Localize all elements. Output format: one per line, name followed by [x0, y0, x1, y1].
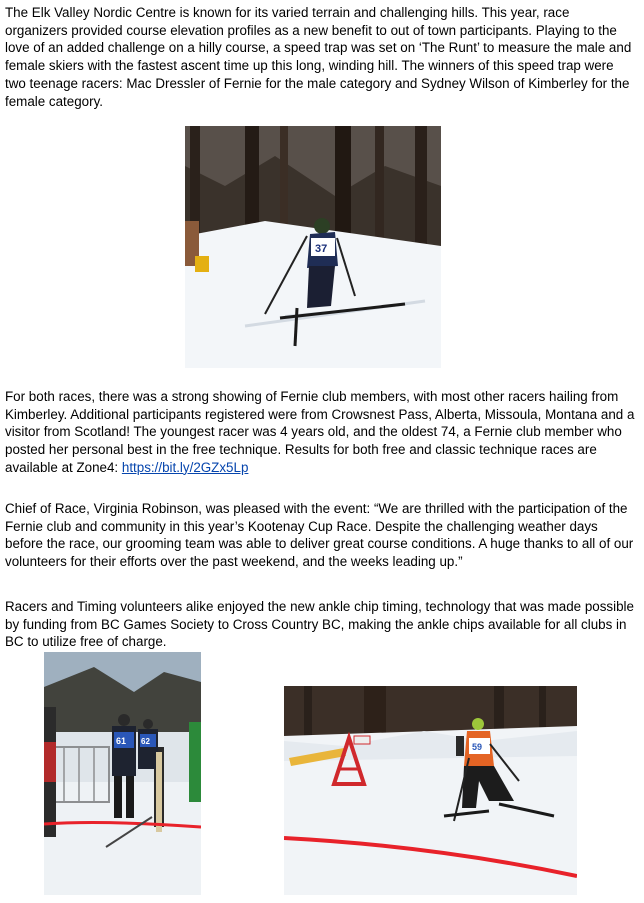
results-link[interactable]: https://bit.ly/2GZx5Lp: [121, 459, 249, 475]
chief-of-race-quote: Chief of Race, Virginia Robinson, was pleased with the event: “We are thrilled with the participation of the Fernie club and community in this year’s Kootenay Cup Race. Despite the challenging weather days before the race, our grooming team was able to deliver great course conditions. A huge thanks to all of our volunteers for their efforts over the past weekend, and the weeks leading up.”: [5, 501, 634, 570]
participation-text: For both races, there was a strong showing of Fernie club members, with most other racers hailing from Kimberley. Additional participants registered were from Crowsnest Pass, Alberta, Missoula, Montana and a visitor from Scotland! The youngest racer was 4 years old, and the oldest 74, a Fernie club member who posted her personal best in the free technique. Results for both free and classic technique races are available at Zone4:: [5, 389, 635, 475]
intro-paragraph: The Elk Valley Nordic Centre is known for its varied terrain and challenging hills. This year, race organizers provided course elevation profiles as a new benefit to out of town participants. Playing to the love of an added challenge on a hilly course, a speed trap was set on ‘The Runt’ to measure the male and female skiers with the fastest ascent time up this long, winding hill. The winners of this speed trap were two teenage racers: Mac Dressler of Fernie for the male category and Sydney Wilson of Kimberley for the female category.: [5, 5, 632, 109]
ankle-chip-paragraph: Racers and Timing volunteers alike enjoyed the new ankle chip timing, technology that was made possible by funding from BC Games Society to Cross Country BC, making the ankle chips available for all clubs in BC to utilize free of charge.: [5, 599, 634, 650]
photo-finish-skier: [284, 686, 577, 895]
finisher-bib-number: 59: [472, 742, 483, 752]
bib-62: 62: [141, 737, 150, 746]
participation-paragraph: [5, 388, 635, 477]
skier-bib-number: 37: [315, 243, 328, 255]
photo-start-line-racers: [44, 652, 201, 895]
photo-skier-climbing-hill: [185, 126, 441, 368]
bib-61: 61: [116, 736, 127, 746]
